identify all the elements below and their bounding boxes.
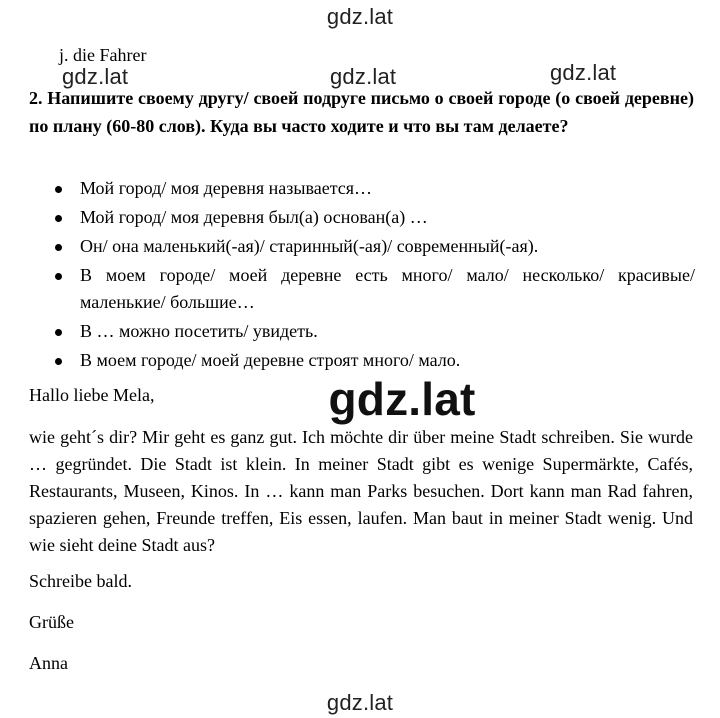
bullet-text: В … можно посетить/ увидеть. bbox=[80, 321, 318, 341]
bullet-text: Мой город/ моя деревня называется… bbox=[80, 178, 373, 198]
letter-body: wie geht´s dir? Mir geht es ganz gut. Ich möchte dir über meine Stadt schreiben. Sie wurde … gegründet. Die Stadt ist klein. In meiner Stadt gibt es wenige Supermärkte, Cafés, Restaurants, Museen, Kinos. In … kann man Parks besuchen. Dort kann man Rad fahren, spazieren gehen, Freunde treffen, Eis essen, laufen. Man baut in meiner Stadt wenig. Und wie sieht deine Stadt aus? bbox=[29, 427, 693, 555]
watermark-right: gdz.lat bbox=[550, 60, 617, 85]
bullet-icon bbox=[55, 215, 62, 222]
bullet-icon bbox=[55, 358, 62, 365]
watermark-center: gdz.lat bbox=[330, 64, 397, 89]
bullet-text: В моем городе/ моей деревне строят много/ мало. bbox=[80, 350, 461, 370]
bullet-icon bbox=[55, 244, 62, 251]
bullet-item bbox=[55, 347, 695, 374]
bullet-text: Мой город/ моя деревня был(а) основан(а) … bbox=[80, 207, 428, 227]
bullet-item bbox=[55, 204, 695, 231]
bullet-item bbox=[55, 318, 695, 345]
watermark-large: gdz.lat bbox=[328, 373, 476, 425]
bullet-text: Он/ она маленький(-ая)/ старинный(-ая)/ современный(-ая). bbox=[80, 236, 539, 256]
task-heading: 2. Напишите своему другу/ своей подруге письмо о своей городе (о своей деревне) по плану (60-80 слов). Куда вы часто ходите и что вы там делаете? bbox=[29, 88, 694, 136]
watermark-bottom: gdz.lat bbox=[326, 690, 394, 715]
bullet-icon bbox=[55, 329, 62, 336]
bullet-item bbox=[55, 262, 695, 316]
plan-bullet-list bbox=[55, 175, 695, 376]
bullet-icon bbox=[55, 273, 62, 280]
watermark-left: gdz.lat bbox=[62, 64, 129, 89]
list-item-j: j. die Fahrer bbox=[59, 45, 147, 65]
letter-regards: Grüße bbox=[29, 612, 74, 632]
letter-signature: Anna bbox=[29, 653, 68, 673]
letter-greeting: Hallo liebe Mela, bbox=[29, 385, 155, 405]
bullet-item bbox=[55, 233, 695, 260]
bullet-item bbox=[55, 175, 695, 202]
bullet-icon bbox=[55, 186, 62, 193]
bullet-text: В моем городе/ моей деревне есть много/ мало/ несколько/ красивые/ маленькие/ большие… bbox=[80, 265, 695, 312]
watermark-top: gdz.lat bbox=[326, 4, 394, 29]
letter-closing: Schreibe bald. bbox=[29, 571, 132, 591]
